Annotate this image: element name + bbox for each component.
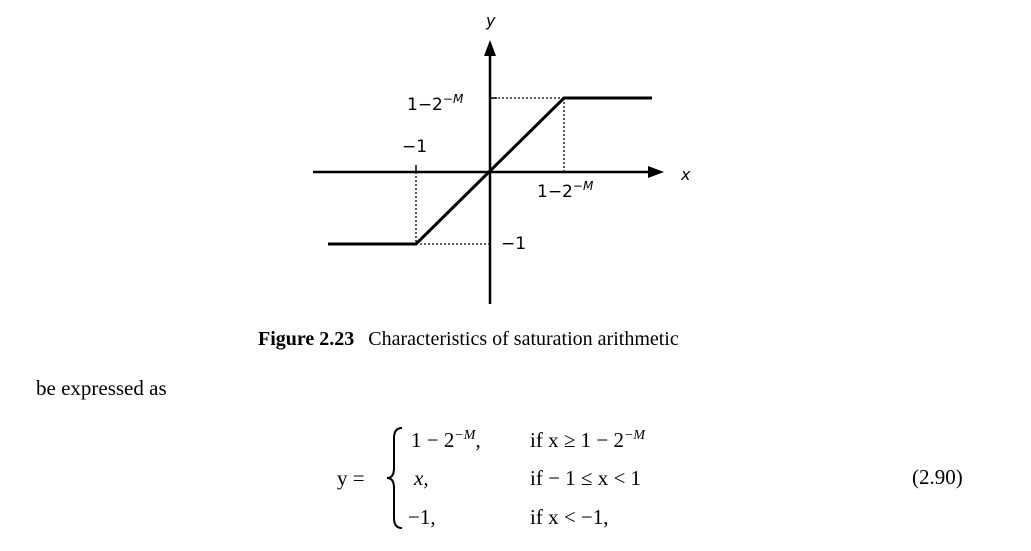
figure-caption: [258, 328, 679, 351]
body-paragraph: be expressed as: [36, 376, 167, 400]
caption-number: Figure 2.23: [258, 328, 355, 350]
caption-text: Characteristics of saturation arithmetic: [368, 328, 679, 350]
case2-condition: if − 1 ≤ x < 1: [530, 466, 642, 490]
label-bottom: −1: [501, 234, 527, 254]
equation-number: (2.90): [912, 465, 963, 489]
left-brace: [384, 426, 406, 530]
label-left: −1: [402, 137, 428, 157]
y-axis-arrow: [484, 40, 496, 56]
axis-y-label: y: [486, 11, 496, 30]
axis-x-label: x: [681, 165, 691, 184]
case2-value: x,: [414, 466, 429, 490]
label-top: $1-2^{-M}$: [407, 92, 464, 115]
equation-lhs: y =: [337, 466, 365, 490]
case3-condition: if x < −1,: [530, 505, 609, 529]
case3-value: −1,: [408, 505, 436, 529]
label-right: $1-2^{-M}$: [537, 179, 594, 202]
x-axis-arrow: [648, 166, 664, 178]
case1-condition: if $x \ge 1 - 2^{-M}$: [530, 428, 646, 452]
case1-value: $1 - 2^{-M}$,: [411, 428, 481, 452]
